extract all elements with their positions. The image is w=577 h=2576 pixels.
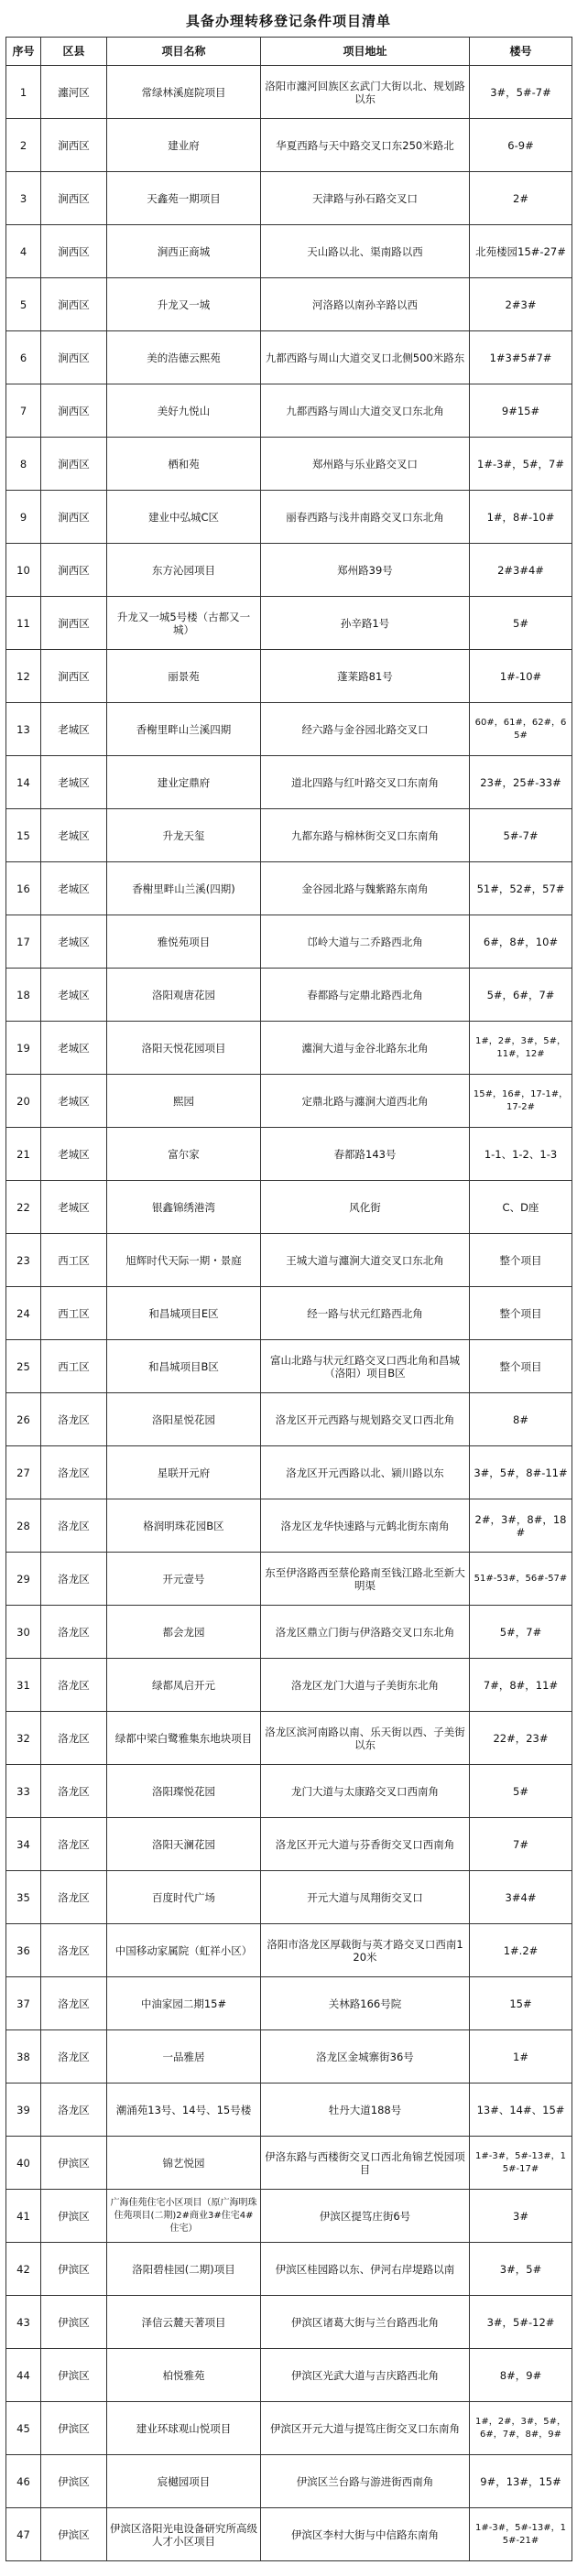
cell-building: 1# (470, 2030, 572, 2084)
cell-no: 10 (6, 544, 41, 597)
cell-project-address: 开元大道与凤翔街交叉口 (261, 1871, 470, 1924)
table-row (6, 1553, 572, 1606)
cell-district: 涧西区 (41, 650, 107, 703)
cell-building: 整个项目 (470, 1234, 572, 1287)
cell-no: 42 (6, 2243, 41, 2296)
cell-building: 北苑楼园15#-27# (470, 225, 572, 278)
cell-district: 洛龙区 (41, 1606, 107, 1659)
cell-project-address: 洛龙区滨河南路以南、乐天街以西、子美街以东 (261, 1712, 470, 1765)
cell-district: 洛龙区 (41, 1499, 107, 1553)
cell-project-address: 洛龙区龙门大道与子美街东北角 (261, 1659, 470, 1712)
cell-building: 1#，8#-10# (470, 491, 572, 544)
cell-building: 7# (470, 1818, 572, 1871)
cell-project-address: 伊滨区提笃庄街6号 (261, 2190, 470, 2243)
cell-district: 伊滨区 (41, 2455, 107, 2508)
cell-building: 3#，5#-7# (470, 66, 572, 119)
header-district: 区县 (41, 38, 107, 66)
table-row (6, 1924, 572, 1977)
cell-project-name: 绿都凤启开元 (107, 1659, 261, 1712)
cell-project-address: 龙门大道与太康路交叉口西南角 (261, 1765, 470, 1818)
cell-project-name: 升龙天玺 (107, 809, 261, 862)
cell-building: 5#，7# (470, 1606, 572, 1659)
cell-project-address: 道北四路与红叶路交叉口东南角 (261, 756, 470, 809)
cell-project-address: 伊滨区光武大道与吉庆路西北角 (261, 2349, 470, 2402)
cell-no: 38 (6, 2030, 41, 2084)
cell-no: 12 (6, 650, 41, 703)
cell-district: 西工区 (41, 1340, 107, 1393)
cell-project-name: 银鑫锦绣港湾 (107, 1181, 261, 1234)
cell-no: 28 (6, 1499, 41, 1553)
cell-district: 涧西区 (41, 491, 107, 544)
table-row (6, 809, 572, 862)
cell-project-address: 孙辛路1号 (261, 597, 470, 650)
cell-project-name: 雅悦苑项目 (107, 915, 261, 969)
cell-district: 涧西区 (41, 384, 107, 438)
cell-project-name: 香榭里畔山兰溪四期 (107, 703, 261, 756)
cell-district: 瀍河区 (41, 66, 107, 119)
table-row (6, 1022, 572, 1075)
header-project-address: 项目地址 (261, 38, 470, 66)
cell-building: 5# (470, 1765, 572, 1818)
cell-project-name: 香榭里畔山兰溪(四期) (107, 862, 261, 915)
cell-project-address: 丽春西路与浅井南路交叉口东北角 (261, 491, 470, 544)
table-row (6, 172, 572, 225)
cell-no: 46 (6, 2455, 41, 2508)
table-row (6, 2137, 572, 2190)
table-row (6, 650, 572, 703)
table-row (6, 2190, 572, 2243)
cell-no: 40 (6, 2137, 41, 2190)
cell-district: 伊滨区 (41, 2508, 107, 2561)
cell-district: 老城区 (41, 1128, 107, 1181)
cell-building: 15#，16#，17-1#，17-2# (470, 1075, 572, 1128)
cell-project-name: 东方沁园项目 (107, 544, 261, 597)
table-row (6, 1659, 572, 1712)
cell-project-address: 伊滨区开元大道与提笃庄街交叉口东南角 (261, 2402, 470, 2455)
cell-project-address: 牡丹大道188号 (261, 2084, 470, 2137)
cell-building: C、D座 (470, 1181, 572, 1234)
cell-project-name: 洛阳天澜花园 (107, 1818, 261, 1871)
cell-no: 14 (6, 756, 41, 809)
cell-district: 伊滨区 (41, 2402, 107, 2455)
table-row (6, 438, 572, 491)
cell-project-address: 洛龙区鼎立门街与伊洛路交叉口东北角 (261, 1606, 470, 1659)
cell-building: 5#，6#，7# (470, 969, 572, 1022)
cell-no: 8 (6, 438, 41, 491)
cell-building: 2# (470, 172, 572, 225)
cell-building: 9#15# (470, 384, 572, 438)
cell-project-address: 富山北路与状元红路交叉口西北角和昌城（洛阳）项目B区 (261, 1340, 470, 1393)
table-row (6, 1499, 572, 1553)
cell-no: 3 (6, 172, 41, 225)
cell-building: 3#，5#-12# (470, 2296, 572, 2349)
cell-project-name: 和昌城项目B区 (107, 1340, 261, 1393)
cell-project-address: 洛阳市洛龙区厚载街与英才路交叉口西南120米 (261, 1924, 470, 1977)
cell-project-address: 金谷园北路与魏紫路东南角 (261, 862, 470, 915)
cell-project-name: 洛阳天悦花园项目 (107, 1022, 261, 1075)
cell-district: 老城区 (41, 915, 107, 969)
table-row (6, 2508, 572, 2561)
table-row (6, 1340, 572, 1393)
cell-building: 2#，3#，8#，18# (470, 1499, 572, 1553)
cell-project-name: 富尔家 (107, 1128, 261, 1181)
cell-building: 2#3#4# (470, 544, 572, 597)
cell-district: 涧西区 (41, 278, 107, 331)
cell-no: 41 (6, 2190, 41, 2243)
table-row (6, 2296, 572, 2349)
cell-project-address: 经六路与金谷园北路交叉口 (261, 703, 470, 756)
cell-project-name: 熙园 (107, 1075, 261, 1128)
cell-district: 老城区 (41, 862, 107, 915)
table-row (6, 2455, 572, 2508)
cell-no: 32 (6, 1712, 41, 1765)
cell-project-name: 建业环球观山悦项目 (107, 2402, 261, 2455)
cell-project-address: 天山路以北、渠南路以西 (261, 225, 470, 278)
cell-project-name: 柏悦雅苑 (107, 2349, 261, 2402)
cell-building: 1#，2#，3#，5#，11#，12# (470, 1022, 572, 1075)
cell-no: 24 (6, 1287, 41, 1340)
cell-district: 老城区 (41, 1075, 107, 1128)
cell-project-address: 九都东路与棉林街交叉口东南角 (261, 809, 470, 862)
cell-no: 26 (6, 1393, 41, 1446)
cell-building: 1-1、1-2、1-3 (470, 1128, 572, 1181)
cell-building: 51#-53#，56#-57# (470, 1553, 572, 1606)
cell-district: 伊滨区 (41, 2296, 107, 2349)
cell-project-address: 瀍涧大道与金谷北路东北角 (261, 1022, 470, 1075)
cell-no: 6 (6, 331, 41, 384)
table-row (6, 66, 572, 119)
cell-no: 11 (6, 597, 41, 650)
cell-no: 43 (6, 2296, 41, 2349)
cell-project-name: 丽景苑 (107, 650, 261, 703)
cell-project-address: 洛龙区金城寨街36号 (261, 2030, 470, 2084)
cell-project-name: 伊滨区洛阳光电设备研究所高级人才小区项目 (107, 2508, 261, 2561)
cell-district: 洛龙区 (41, 1393, 107, 1446)
cell-building: 3#4# (470, 1871, 572, 1924)
cell-project-name: 泽信云麓天著项目 (107, 2296, 261, 2349)
cell-no: 2 (6, 119, 41, 172)
cell-building: 15# (470, 1977, 572, 2030)
cell-no: 17 (6, 915, 41, 969)
cell-project-name: 都会龙园 (107, 1606, 261, 1659)
cell-no: 22 (6, 1181, 41, 1234)
cell-district: 伊滨区 (41, 2190, 107, 2243)
cell-no: 37 (6, 1977, 41, 2030)
cell-project-address: 伊滨区桂园路以东、伊河右岸堤路以南 (261, 2243, 470, 2296)
table-row (6, 915, 572, 969)
cell-project-address: 洛龙区开元西路与规划路交叉口西北角 (261, 1393, 470, 1446)
cell-district: 涧西区 (41, 119, 107, 172)
header-project-name: 项目名称 (107, 38, 261, 66)
table-row (6, 2349, 572, 2402)
cell-no: 9 (6, 491, 41, 544)
cell-project-name: 潮涌苑13号、14号、15号楼 (107, 2084, 261, 2137)
cell-project-address: 洛龙区开元西路以北、颍川路以东 (261, 1446, 470, 1499)
cell-project-name: 和昌城项目E区 (107, 1287, 261, 1340)
cell-project-name: 洛阳观唐花园 (107, 969, 261, 1022)
table-row (6, 1818, 572, 1871)
cell-no: 19 (6, 1022, 41, 1075)
cell-project-name: 洛阳璨悦花园 (107, 1765, 261, 1818)
cell-project-address: 定鼎北路与瀍涧大道西北角 (261, 1075, 470, 1128)
table-row (6, 278, 572, 331)
table-row (6, 1606, 572, 1659)
cell-project-address: 洛龙区龙华快速路与元鹤北街东南角 (261, 1499, 470, 1553)
cell-no: 36 (6, 1924, 41, 1977)
cell-district: 洛龙区 (41, 1553, 107, 1606)
cell-project-address: 风化街 (261, 1181, 470, 1234)
cell-district: 洛龙区 (41, 1977, 107, 2030)
cell-project-name: 美的浩德云熙苑 (107, 331, 261, 384)
cell-project-name: 栖和苑 (107, 438, 261, 491)
cell-project-name: 星联开元府 (107, 1446, 261, 1499)
cell-project-name: 升龙又一城5号楼（古都又一城） (107, 597, 261, 650)
table-row (6, 1871, 572, 1924)
cell-project-address: 河洛路以南孙辛路以西 (261, 278, 470, 331)
cell-building: 8# (470, 1393, 572, 1446)
cell-project-name: 锦艺悦园 (107, 2137, 261, 2190)
cell-building: 6-9# (470, 119, 572, 172)
cell-project-address: 郑州路与乐业路交叉口 (261, 438, 470, 491)
cell-project-address: 天津路与孙石路交叉口 (261, 172, 470, 225)
cell-district: 伊滨区 (41, 2137, 107, 2190)
cell-no: 31 (6, 1659, 41, 1712)
table-row (6, 544, 572, 597)
cell-no: 5 (6, 278, 41, 331)
cell-district: 涧西区 (41, 544, 107, 597)
cell-no: 25 (6, 1340, 41, 1393)
cell-no: 34 (6, 1818, 41, 1871)
project-table (5, 37, 572, 2561)
cell-no: 30 (6, 1606, 41, 1659)
cell-project-name: 建业定鼎府 (107, 756, 261, 809)
cell-project-name: 中国移动家属院（虹祥小区） (107, 1924, 261, 1977)
cell-project-address: 关林路166号院 (261, 1977, 470, 2030)
cell-building: 3#，5#，8#-11# (470, 1446, 572, 1499)
cell-district: 涧西区 (41, 597, 107, 650)
cell-project-address: 洛龙区开元大道与芬香街交叉口西南角 (261, 1818, 470, 1871)
cell-district: 洛龙区 (41, 1446, 107, 1499)
table-row (6, 1393, 572, 1446)
cell-no: 7 (6, 384, 41, 438)
cell-no: 29 (6, 1553, 41, 1606)
table-row (6, 2030, 572, 2084)
table-row (6, 491, 572, 544)
table-row (6, 2084, 572, 2137)
cell-building: 6#，8#，10# (470, 915, 572, 969)
document-title: 具备办理转移登记条件项目清单 (185, 13, 391, 29)
header-building: 楼号 (470, 38, 572, 66)
cell-project-name: 广海佳苑住宅小区项目（原广海明珠住苑项目(二期)2#商业3#住宅4#住宅） (107, 2190, 261, 2243)
cell-project-name: 涧西正商城 (107, 225, 261, 278)
cell-project-name: 宸樾园项目 (107, 2455, 261, 2508)
cell-no: 13 (6, 703, 41, 756)
cell-building: 1#.2# (470, 1924, 572, 1977)
table-row (6, 1446, 572, 1499)
cell-no: 45 (6, 2402, 41, 2455)
cell-project-address: 郑州路39号 (261, 544, 470, 597)
table-row (6, 1287, 572, 1340)
cell-project-address: 王城大道与瀍涧大道交叉口东北角 (261, 1234, 470, 1287)
cell-district: 洛龙区 (41, 1659, 107, 1712)
cell-project-address: 伊滨区兰台路与游进街西南角 (261, 2455, 470, 2508)
table-row (6, 2243, 572, 2296)
cell-project-address: 春都路143号 (261, 1128, 470, 1181)
cell-project-name: 升龙又一城 (107, 278, 261, 331)
cell-building: 13#、14#、15# (470, 2084, 572, 2137)
cell-building: 整个项目 (470, 1287, 572, 1340)
cell-building: 1#-3#，5#-13#，15#-21# (470, 2508, 572, 2561)
cell-no: 47 (6, 2508, 41, 2561)
cell-no: 16 (6, 862, 41, 915)
document (5, 5, 572, 2561)
cell-project-name: 美好九悦山 (107, 384, 261, 438)
table-header-row (6, 38, 572, 66)
cell-district: 洛龙区 (41, 1871, 107, 1924)
cell-building: 8#，9# (470, 2349, 572, 2402)
cell-district: 洛龙区 (41, 2084, 107, 2137)
cell-project-name: 中油家园二期15# (107, 1977, 261, 2030)
table-row (6, 2402, 572, 2455)
cell-no: 18 (6, 969, 41, 1022)
cell-building: 5#-7# (470, 809, 572, 862)
table-row (6, 331, 572, 384)
table-row (6, 1977, 572, 2030)
cell-building: 3#，5# (470, 2243, 572, 2296)
cell-building: 51#，52#，57# (470, 862, 572, 915)
cell-building: 1#3#5#7# (470, 331, 572, 384)
table-row (6, 384, 572, 438)
cell-building: 7#，8#，11# (470, 1659, 572, 1712)
cell-district: 老城区 (41, 969, 107, 1022)
cell-project-address: 九都西路与周山大道交叉口北侧500米路东 (261, 331, 470, 384)
cell-building: 60#，61#，62#，65# (470, 703, 572, 756)
cell-project-address: 华夏西路与天中路交叉口东250米路北 (261, 119, 470, 172)
cell-district: 老城区 (41, 756, 107, 809)
table-row (6, 1128, 572, 1181)
cell-district: 涧西区 (41, 331, 107, 384)
table-row (6, 1181, 572, 1234)
cell-project-name: 常绿林溪庭院项目 (107, 66, 261, 119)
cell-project-address: 经一路与状元红路西北角 (261, 1287, 470, 1340)
cell-no: 20 (6, 1075, 41, 1128)
cell-no: 1 (6, 66, 41, 119)
cell-district: 洛龙区 (41, 1765, 107, 1818)
table-body (6, 66, 572, 2561)
table-row (6, 756, 572, 809)
table-row (6, 703, 572, 756)
table-row (6, 225, 572, 278)
cell-district: 涧西区 (41, 172, 107, 225)
cell-no: 33 (6, 1765, 41, 1818)
cell-building: 1#-3#，5#-13#，15#-17# (470, 2137, 572, 2190)
cell-no: 4 (6, 225, 41, 278)
cell-project-address: 春都路与定鼎北路西北角 (261, 969, 470, 1022)
cell-project-address: 伊滨区李村大街与中信路东南角 (261, 2508, 470, 2561)
cell-project-address: 邙岭大道与二乔路西北角 (261, 915, 470, 969)
cell-project-name: 洛阳星悦花园 (107, 1393, 261, 1446)
cell-no: 39 (6, 2084, 41, 2137)
cell-district: 西工区 (41, 1287, 107, 1340)
cell-project-name: 开元壹号 (107, 1553, 261, 1606)
cell-building: 23#，25#-33# (470, 756, 572, 809)
cell-district: 洛龙区 (41, 2030, 107, 2084)
cell-building: 1#-3#，5#，7# (470, 438, 572, 491)
cell-project-address: 伊滨区诸葛大街与兰台路西北角 (261, 2296, 470, 2349)
cell-project-name: 建业中弘城C区 (107, 491, 261, 544)
cell-project-address: 东至伊洛路西至蔡伦路南至钱江路北至新大明渠 (261, 1553, 470, 1606)
cell-building: 1#，2#，3#，5#，6#，7#，8#，9# (470, 2402, 572, 2455)
cell-no: 23 (6, 1234, 41, 1287)
cell-project-name: 洛阳碧桂园(二期)项目 (107, 2243, 261, 2296)
cell-district: 洛龙区 (41, 1712, 107, 1765)
cell-project-address: 洛阳市瀍河回族区玄武门大街以北、规划路以东 (261, 66, 470, 119)
cell-building: 9#，13#，15# (470, 2455, 572, 2508)
cell-district: 伊滨区 (41, 2349, 107, 2402)
table-row (6, 1712, 572, 1765)
cell-district: 老城区 (41, 809, 107, 862)
cell-project-name: 绿都中梁白鹭雅集东地块项目 (107, 1712, 261, 1765)
cell-district: 洛龙区 (41, 1818, 107, 1871)
cell-district: 涧西区 (41, 225, 107, 278)
cell-building: 1#-10# (470, 650, 572, 703)
cell-building: 5# (470, 597, 572, 650)
cell-district: 老城区 (41, 1181, 107, 1234)
cell-project-address: 蓬莱路81号 (261, 650, 470, 703)
cell-building: 3# (470, 2190, 572, 2243)
table-row (6, 862, 572, 915)
cell-project-name: 建业府 (107, 119, 261, 172)
cell-project-name: 天鑫苑一期项目 (107, 172, 261, 225)
cell-project-name: 格润明珠花园B区 (107, 1499, 261, 1553)
cell-district: 老城区 (41, 703, 107, 756)
table-row (6, 969, 572, 1022)
cell-no: 35 (6, 1871, 41, 1924)
cell-building: 2#3# (470, 278, 572, 331)
table-row (6, 1075, 572, 1128)
cell-building: 整个项目 (470, 1340, 572, 1393)
cell-district: 洛龙区 (41, 1924, 107, 1977)
cell-project-address: 伊洛东路与西楼街交叉口西北角锦艺悦园项目 (261, 2137, 470, 2190)
cell-project-name: 旭辉时代天际一期・景庭 (107, 1234, 261, 1287)
cell-building: 22#，23# (470, 1712, 572, 1765)
cell-no: 21 (6, 1128, 41, 1181)
header-no: 序号 (6, 38, 41, 66)
cell-district: 西工区 (41, 1234, 107, 1287)
cell-no: 44 (6, 2349, 41, 2402)
table-row (6, 1234, 572, 1287)
cell-district: 老城区 (41, 1022, 107, 1075)
table-row (6, 1765, 572, 1818)
cell-no: 15 (6, 809, 41, 862)
cell-project-name: 一品雅居 (107, 2030, 261, 2084)
cell-project-address: 九都西路与周山大道交叉口东北角 (261, 384, 470, 438)
cell-project-name: 百度时代广场 (107, 1871, 261, 1924)
table-row (6, 597, 572, 650)
cell-district: 伊滨区 (41, 2243, 107, 2296)
cell-no: 27 (6, 1446, 41, 1499)
table-row (6, 119, 572, 172)
cell-district: 涧西区 (41, 438, 107, 491)
